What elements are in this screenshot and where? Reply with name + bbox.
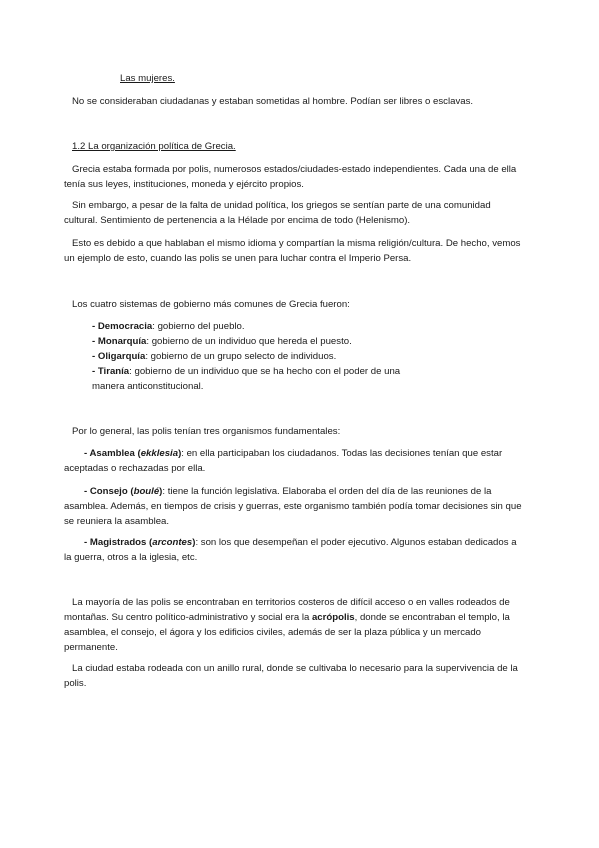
term: - Tiranía <box>92 366 130 377</box>
desc: : son los que desempeñan el poder ejecutivo. Algunos estaban dedicados a la guerra, otros a la iglesia, etc. <box>64 537 517 563</box>
term: - Consejo (boulé) <box>84 486 163 497</box>
term: - Oligarquía <box>92 351 146 362</box>
paragraph-mujeres: No se consideraban ciudadanas y estaban sometidas al hombre. Podían ser libres o esclavas. <box>72 96 474 107</box>
sistemas-intro: Los cuatro sistemas de gobierno más comunes de Grecia fueron: <box>72 299 350 310</box>
paragraph-territorio: La mayoría de las polis se encontraban en territorios costeros de difícil acceso o en valles rodeados de montañas. Su centro político-administrativo y social era la acrópolis, donde se encontraban el templo, la asamblea, el consejo, el ágora y los edificios civiles, además de ser la plaza pública y un mercado permanente. <box>64 597 510 653</box>
organismo-consejo <box>64 484 526 529</box>
term: - Asamblea (ekklesia) <box>84 448 182 459</box>
desc: : en ella participaban los ciudadanos. Todas las decisiones tenían que estar aceptadas o rechazadas por ella. <box>64 448 503 474</box>
desc: : gobierno de un individuo que se ha hecho con el poder de una manera anticonstitucional. <box>92 366 401 392</box>
organismo-asamblea <box>64 446 526 476</box>
list-item-tirania <box>92 364 404 394</box>
desc: : gobierno de un grupo selecto de individuos. <box>145 351 337 362</box>
list-item-democracia <box>92 319 432 334</box>
paragraph-polis: Grecia estaba formada por polis, numerosos estados/ciudades-estado independientes. Cada una de ella tenía sus leyes, instituciones, moneda y ejército propios. <box>64 164 517 190</box>
desc: : gobierno de un individuo que hereda el puesto. <box>146 336 352 347</box>
section-heading-organizacion: 1.2 La organización política de Grecia. <box>72 141 236 152</box>
desc: : tiene la función legislativa. Elaboraba el orden del día de las reuniones de la asamblea. Además, en tiempos de crisis y guerras, este organismo también podía tomar decisiones sin que se reuniera la asamblea. <box>64 486 522 527</box>
term: - Magistrados (arcontes) <box>84 537 196 548</box>
list-item-monarquia <box>92 334 432 349</box>
paragraph-unidad: Sin embargo, a pesar de la falta de unidad política, los griegos se sentían parte de una comunidad cultural. Sentimiento de pertenencia a la Hélade por encima de todo (Helenismo). <box>64 200 491 226</box>
desc: : gobierno del pueblo. <box>152 321 245 332</box>
organismos-intro: Por lo general, las polis tenían tres organismos fundamentales: <box>72 426 341 437</box>
list-item-oligarquia <box>92 349 432 364</box>
term: - Democracia <box>92 321 153 332</box>
paragraph-anillo-rural: La ciudad estaba rodeada con un anillo rural, donde se cultivaba lo necesario para la supervivencia de la polis. <box>64 663 518 689</box>
term: - Monarquía <box>92 336 147 347</box>
organismo-magistrados <box>64 535 526 565</box>
section-heading-mujeres: Las mujeres. <box>120 73 175 84</box>
paragraph-idioma: Esto es debido a que hablaban el mismo idioma y compartían la misma religión/cultura. De hecho, vemos un ejemplo de esto, cuando las polis se unen para luchar contra el Imperio Persa. <box>64 238 521 264</box>
acropolis-term: acrópolis <box>311 612 355 623</box>
